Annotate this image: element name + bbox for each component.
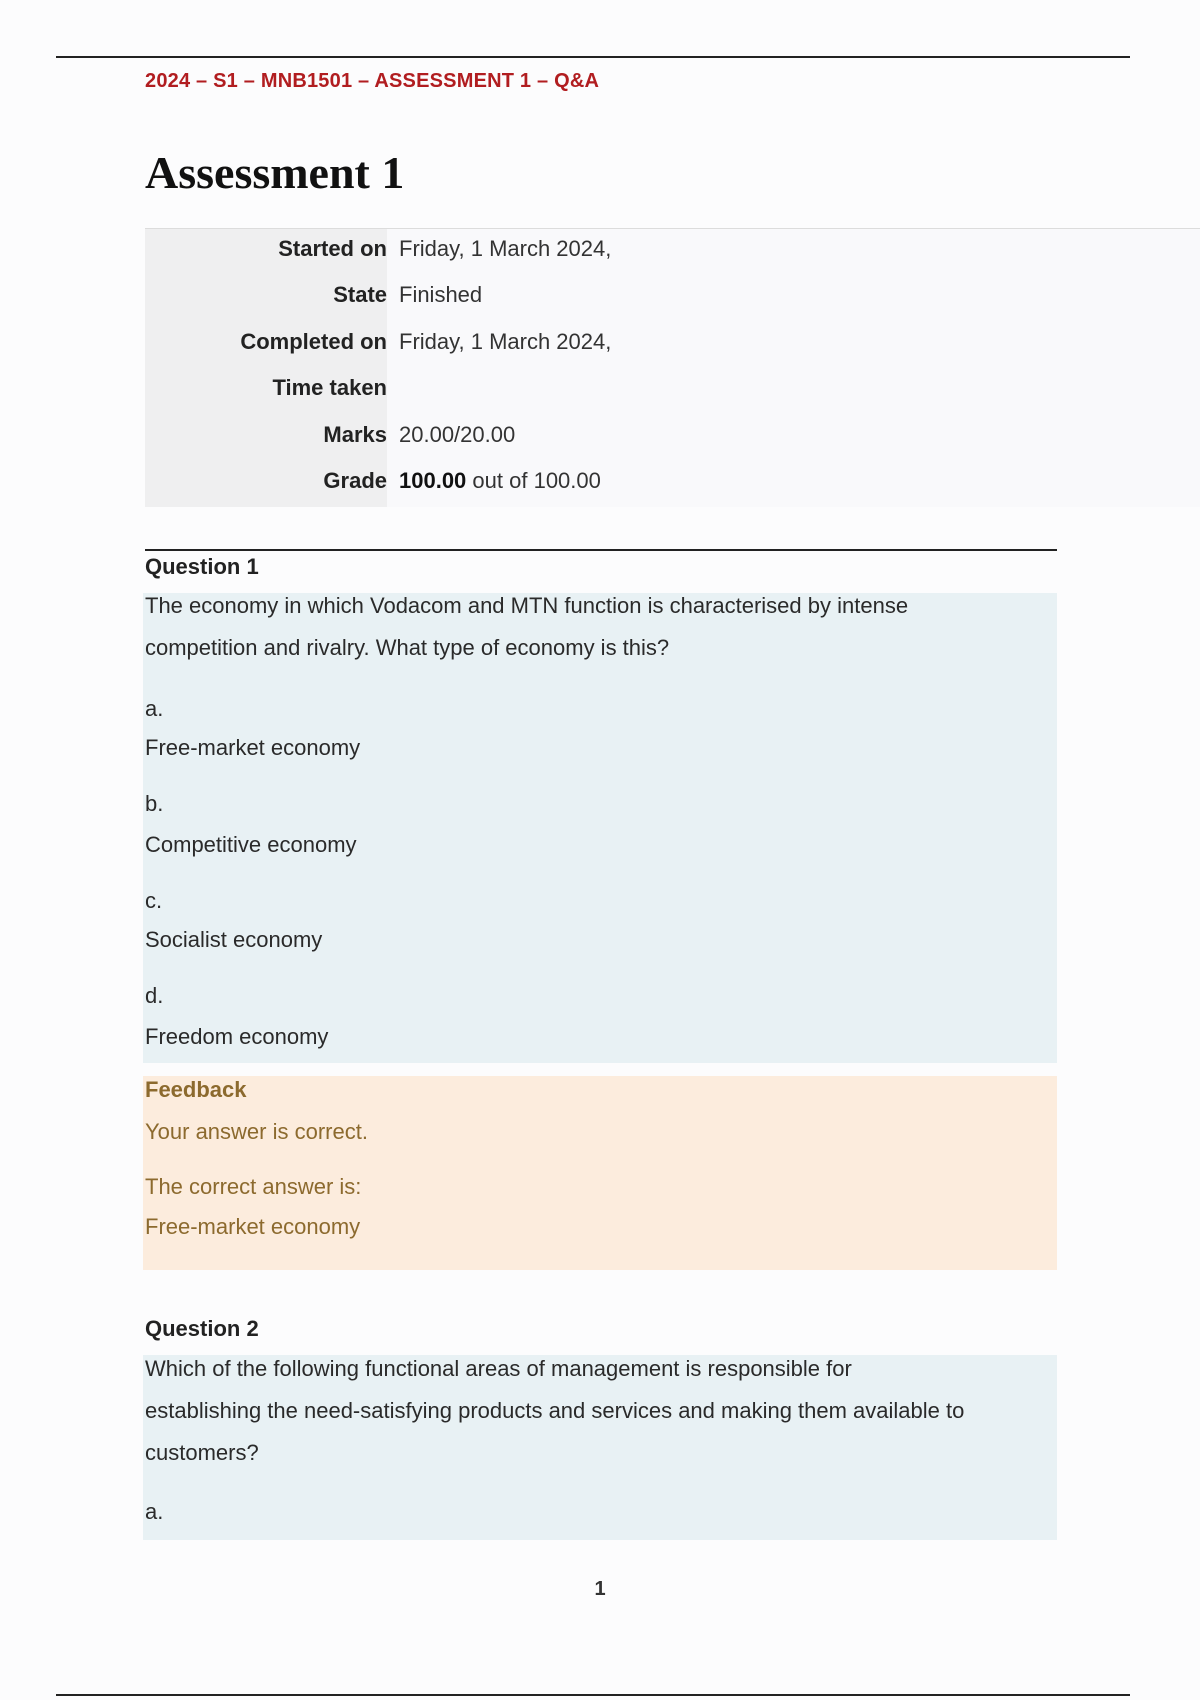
feedback-correct-answer: Free-market economy <box>145 1214 361 1239</box>
summary-label: Time taken <box>272 375 387 400</box>
summary-value: Friday, 1 March 2024, <box>399 236 612 261</box>
feedback-correct-label: The correct answer is: <box>145 1174 362 1199</box>
question-divider <box>145 549 1057 551</box>
summary-row-completed-on <box>145 322 1200 362</box>
question-2-text <box>145 1348 1055 1474</box>
option-c-text[interactable]: Socialist economy <box>145 927 323 952</box>
summary-row-grade <box>145 461 1200 501</box>
page-number: 1 <box>594 1578 606 1600</box>
summary-label: Grade <box>323 468 387 493</box>
summary-row-state <box>145 275 1200 315</box>
summary-row-time-taken <box>145 368 1200 408</box>
bottom-rule <box>56 1694 1130 1696</box>
feedback-box <box>143 1076 1057 1270</box>
option-a-letter: a. <box>145 1499 164 1524</box>
question-text-line: establishing the need-satisfying products and services and making them available to <box>145 1398 965 1423</box>
option-b-text[interactable]: Competitive economy <box>145 832 357 857</box>
summary-label: Marks <box>323 422 387 447</box>
summary-row-marks <box>145 415 1200 455</box>
summary-value <box>399 461 601 501</box>
question-text-line: competition and rivalry. What type of economy is this? <box>145 635 670 660</box>
summary-label: Started on <box>278 236 387 261</box>
attempt-summary-table <box>145 228 1200 507</box>
question-2-title: Question 2 <box>145 1316 259 1341</box>
question-1-title: Question 1 <box>145 554 259 579</box>
grade-score: 100.00 <box>399 468 467 493</box>
summary-value: Friday, 1 March 2024, <box>399 329 612 354</box>
question-text-line: customers? <box>145 1440 259 1465</box>
feedback-title: Feedback <box>145 1077 247 1102</box>
page-title: Assessment 1 <box>145 147 405 198</box>
option-c-letter: c. <box>145 888 163 913</box>
summary-label: State <box>333 282 387 307</box>
feedback-result: Your answer is correct. <box>145 1119 368 1144</box>
summary-row-started-on <box>145 229 1200 269</box>
question-text-line: Which of the following functional areas of management is responsible for <box>145 1356 852 1381</box>
top-rule <box>56 56 1130 58</box>
question-text-line: The economy in which Vodacom and MTN function is characterised by intense <box>145 593 909 618</box>
grade-suffix: out of 100.00 <box>472 468 601 493</box>
option-b-letter: b. <box>145 791 164 816</box>
summary-value: 20.00/20.00 <box>399 422 516 447</box>
document-header: 2024 – S1 – MNB1501 – ASSESSMENT 1 – Q&A <box>145 70 600 92</box>
option-a-letter: a. <box>145 696 164 721</box>
summary-label: Completed on <box>240 329 387 354</box>
summary-value: Finished <box>399 282 483 307</box>
option-a-text[interactable]: Free-market economy <box>145 735 361 760</box>
question-1-text <box>145 585 1055 669</box>
option-d-letter: d. <box>145 983 164 1008</box>
option-d-text[interactable]: Freedom economy <box>145 1024 329 1049</box>
